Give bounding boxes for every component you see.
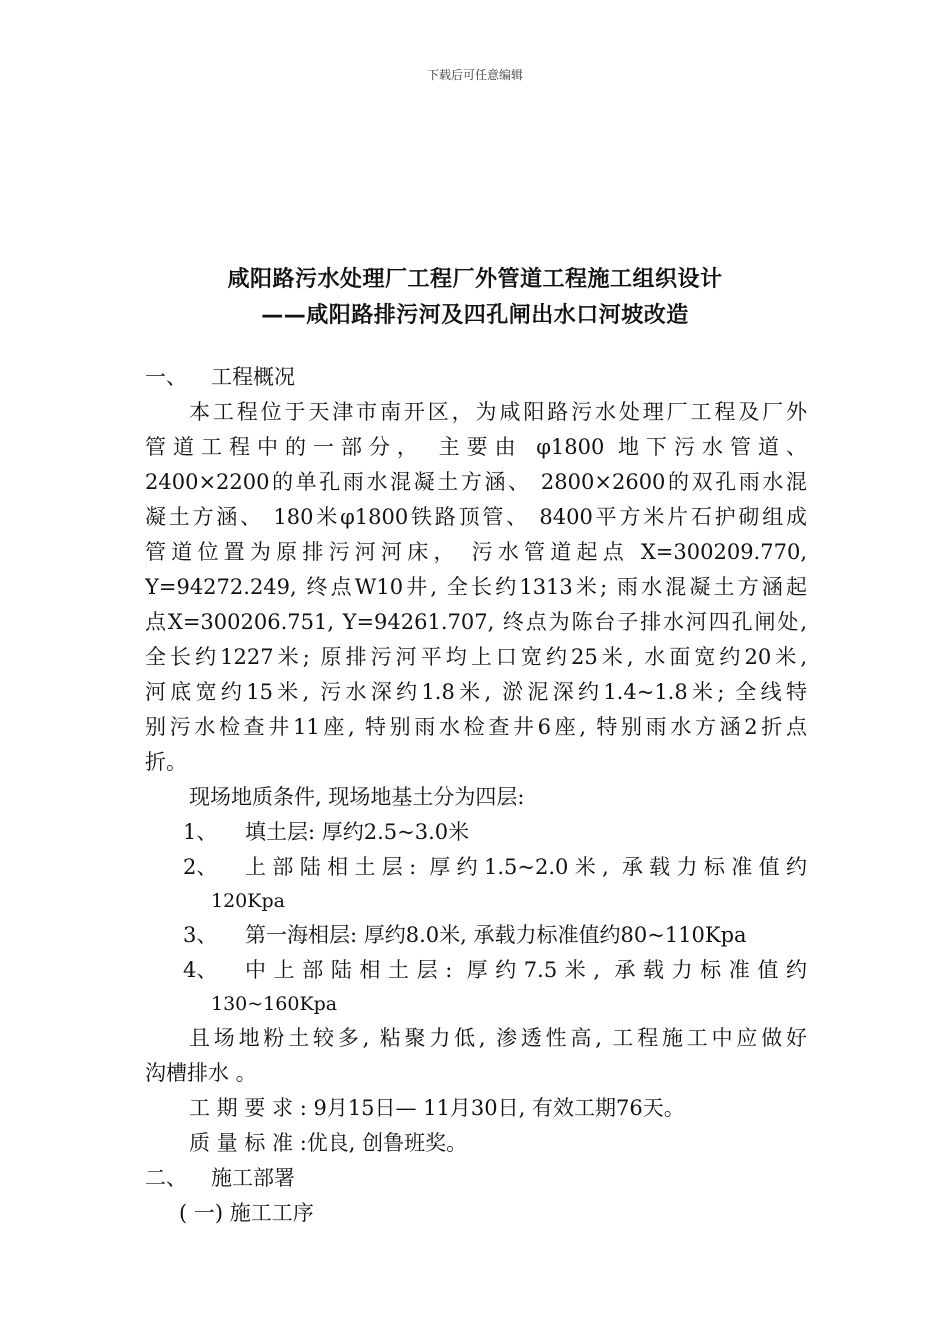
layer-text: 第一海相层: 厚约8.0米, 承载力标准值约80~110Kpa — [245, 923, 747, 947]
quality-value: 优良, 创鲁班奖。 — [306, 1131, 468, 1155]
layer-number: 2、 — [183, 855, 218, 879]
layer-item — [145, 953, 807, 988]
header-note: 下载后可任意编辑 — [426, 68, 523, 82]
document-body — [145, 360, 807, 1231]
layer-item — [145, 850, 807, 885]
quality-line — [145, 1126, 807, 1161]
document-title: 咸阳路污水处理厂工程厂外管道工程施工组织设计 — [227, 267, 723, 292]
layer-text: 填土层: 厚约2.5~3.0米 — [245, 820, 470, 844]
quality-label: 质 量 标 准 : — [189, 1131, 307, 1155]
schedule-value: 9月15日— 11月30日, 有效工期76天。 — [306, 1096, 685, 1120]
layer-item — [145, 815, 807, 850]
document-subtitle: ——咸阳路排污河及四孔闸出水口河坡改造 — [261, 303, 689, 328]
paragraph-line: 别污水检查井11座, 特别雨水检查井6座, 特别雨水方涵2折点 — [145, 715, 807, 739]
paragraph-line: 管道位置为原排污河河床， 污水管道起点 X=300209.770, — [145, 540, 807, 564]
paragraph-line: 管道工程中的一部分， 主要由 φ1800 地下污水管道、 — [145, 435, 807, 459]
section-heading-2 — [145, 1161, 807, 1196]
section-number: 一、 — [145, 365, 187, 389]
schedule-label: 工 期 要 求 : — [189, 1096, 307, 1120]
layer-number: 4、 — [183, 958, 218, 982]
paragraph-line: 折。 — [145, 750, 187, 774]
layer-number: 3、 — [183, 923, 218, 947]
paragraph-line: 点X=300206.751, Y=94261.707, 终点为陈台子排水河四孔闸处, — [145, 610, 807, 634]
schedule-line — [145, 1091, 807, 1126]
subsection-heading: ( 一) 施工工序 — [179, 1201, 314, 1225]
paragraph-line: 本工程位于天津市南开区，为咸阳路污水处理厂工程及厂外 — [189, 400, 807, 424]
layer-text: 中上部陆相土层: 厚约7.5米, 承载力标准值约 — [245, 958, 807, 982]
layer-item — [145, 918, 807, 953]
section-title: 施工部署 — [211, 1166, 295, 1190]
paragraph-line: 全长约1227米; 原排污河平均上口宽约25米, 水面宽约20米, — [145, 645, 807, 669]
section-number: 二、 — [145, 1166, 187, 1190]
section-heading-1 — [145, 360, 807, 395]
layer-continuation: 120Kpa — [211, 890, 285, 912]
paragraph-line: 沟槽排水 。 — [145, 1061, 257, 1085]
layer-continuation: 130~160Kpa — [211, 993, 338, 1015]
geology-intro: 现场地质条件, 现场地基土分为四层: — [189, 785, 525, 809]
paragraph-line: 凝土方涵、 180米φ1800铁路顶管、 8400平方米片石护砌组成 — [145, 505, 807, 529]
paragraph-line: Y=94272.249, 终点W10井, 全长约1313米; 雨水混凝土方涵起 — [145, 575, 807, 599]
layer-text: 上部陆相土层: 厚约1.5~2.0米, 承载力标准值约 — [245, 855, 807, 879]
section-title: 工程概况 — [211, 365, 295, 389]
layer-number: 1、 — [183, 820, 218, 844]
paragraph-line: 河底宽约15米, 污水深约1.8米, 淤泥深约1.4~1.8米; 全线特 — [145, 680, 807, 704]
paragraph-line: 且场地粉土较多, 粘聚力低, 渗透性高, 工程施工中应做好 — [189, 1026, 807, 1050]
paragraph-line: 2400×2200的单孔雨水混凝土方涵、 2800×2600的双孔雨水混 — [145, 470, 807, 494]
